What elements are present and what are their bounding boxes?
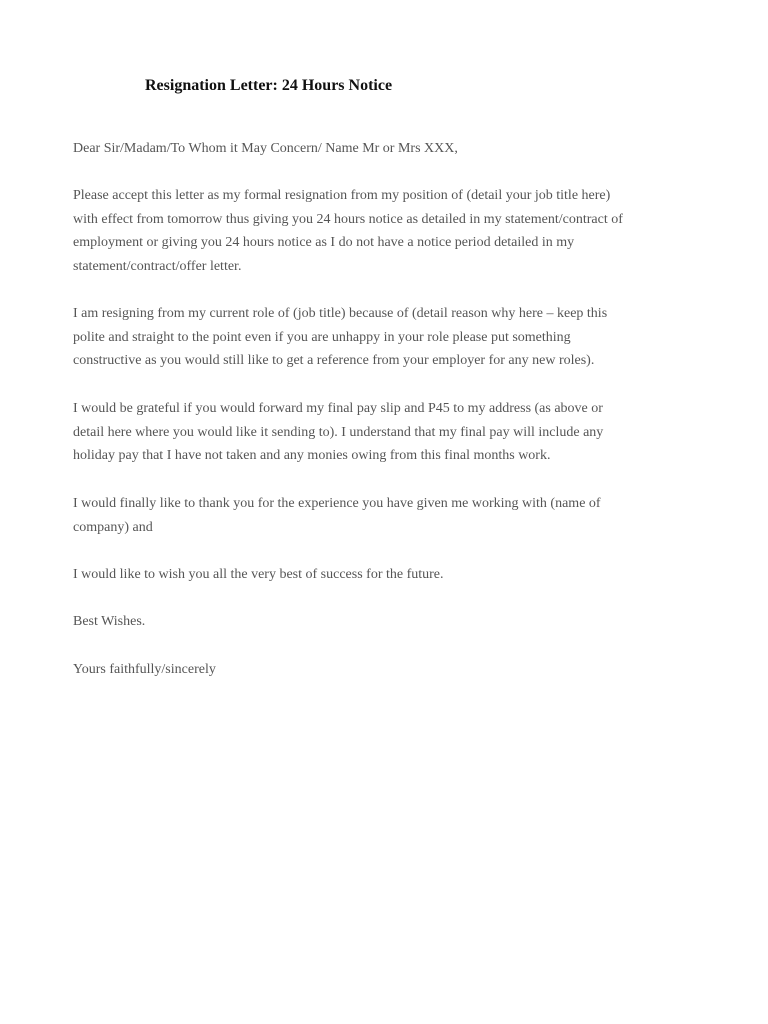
paragraph-line: with effect from tomorrow thus giving you 24 hours notice as detailed in my statement/contract of bbox=[73, 211, 623, 227]
paragraph-line: employment or giving you 24 hours notice as I do not have a notice period detailed in my bbox=[73, 235, 575, 251]
paragraph-notice bbox=[73, 184, 693, 279]
paragraph-line: detail here where you would like it sending to). I understand that my final pay will include any bbox=[73, 424, 604, 440]
paragraph-line: I would finally like to thank you for the experience you have given me working with (name of bbox=[73, 496, 601, 511]
letter-title: Resignation Letter: 24 Hours Notice bbox=[145, 77, 393, 94]
paragraph-line: company) and bbox=[73, 519, 153, 535]
paragraph-thanks bbox=[73, 492, 693, 539]
closing: Best Wishes. bbox=[73, 614, 146, 629]
paragraph-line: statement/contract/offer letter. bbox=[73, 259, 242, 275]
paragraph-final-pay bbox=[73, 397, 693, 468]
paragraph-wishes bbox=[73, 563, 693, 587]
signoff: Yours faithfully/sincerely bbox=[73, 662, 216, 677]
paragraph-line: holiday pay that I have not taken and any monies owing from this final months work. bbox=[73, 448, 551, 464]
paragraph-line: I am resigning from my current role of (job title) because of (detail reason why here – keep this bbox=[73, 306, 608, 321]
paragraph-line: Please accept this letter as my formal resignation from my position of (detail your job title here) bbox=[73, 188, 611, 203]
paragraph-line: I would be grateful if you would forward my final pay slip and P45 to my address (as above or bbox=[73, 401, 603, 416]
paragraph-line: polite and straight to the point even if you are unhappy in your role please put something bbox=[73, 329, 571, 345]
salutation: Dear Sir/Madam/To Whom it May Concern/ Name Mr or Mrs XXX, bbox=[73, 141, 458, 156]
paragraph-reason bbox=[73, 302, 693, 373]
paragraph-line: I would like to wish you all the very best of success for the future. bbox=[73, 567, 444, 582]
paragraph-line: constructive as you would still like to get a reference from your employer for any new roles). bbox=[73, 353, 595, 369]
